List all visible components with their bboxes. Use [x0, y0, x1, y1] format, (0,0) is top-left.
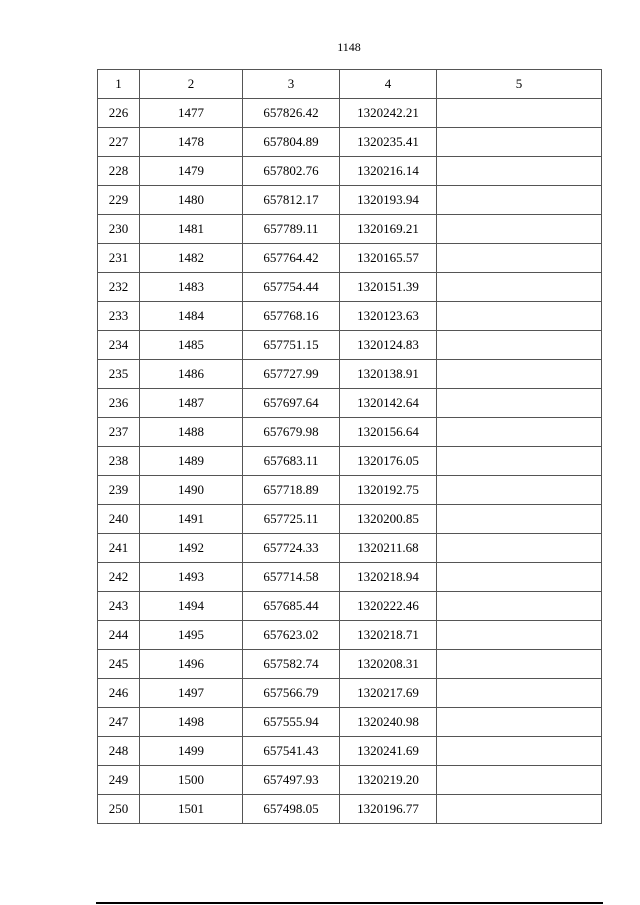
- column-header-5: 5: [437, 70, 602, 99]
- table-cell-col-3: 657555.94: [243, 708, 340, 737]
- table-cell-col-3: 657768.16: [243, 302, 340, 331]
- table-cell-col-1: 245: [98, 650, 140, 679]
- table-cell-col-4: 1320240.98: [340, 708, 437, 737]
- table-cell-col-4: 1320217.69: [340, 679, 437, 708]
- table-cell-col-3: 657718.89: [243, 476, 340, 505]
- table-cell-col-3: 657826.42: [243, 99, 340, 128]
- table-cell-col-2: 1500: [140, 766, 243, 795]
- table-row: [98, 447, 602, 476]
- table-cell-col-1: 227: [98, 128, 140, 157]
- table-cell-col-1: 242: [98, 563, 140, 592]
- table-row: [98, 708, 602, 737]
- table-cell-col-1: 230: [98, 215, 140, 244]
- table-cell-col-1: 228: [98, 157, 140, 186]
- table-cell-col-2: 1499: [140, 737, 243, 766]
- table-cell-col-1: 244: [98, 621, 140, 650]
- table-cell-col-3: 657685.44: [243, 592, 340, 621]
- table-header: [98, 70, 602, 99]
- table-cell-col-4: 1320218.94: [340, 563, 437, 592]
- table-cell-col-5: [437, 534, 602, 563]
- table-cell-col-4: 1320200.85: [340, 505, 437, 534]
- table-cell-col-1: 235: [98, 360, 140, 389]
- table-cell-col-4: 1320222.46: [340, 592, 437, 621]
- table-cell-col-2: 1491: [140, 505, 243, 534]
- table-cell-col-4: 1320235.41: [340, 128, 437, 157]
- table-cell-col-2: 1479: [140, 157, 243, 186]
- table-cell-col-2: 1482: [140, 244, 243, 273]
- table-row: [98, 650, 602, 679]
- column-header-1: 1: [98, 70, 140, 99]
- table-cell-col-3: 657683.11: [243, 447, 340, 476]
- table-cell-col-4: 1320151.39: [340, 273, 437, 302]
- table-row: [98, 157, 602, 186]
- table-cell-col-4: 1320219.20: [340, 766, 437, 795]
- table-cell-col-1: 229: [98, 186, 140, 215]
- table-row: [98, 360, 602, 389]
- table-cell-col-1: 249: [98, 766, 140, 795]
- footer-rule: [96, 902, 603, 904]
- table-row: [98, 795, 602, 824]
- table-cell-col-5: [437, 708, 602, 737]
- table-cell-col-1: 232: [98, 273, 140, 302]
- table-cell-col-2: 1483: [140, 273, 243, 302]
- table-cell-col-1: 241: [98, 534, 140, 563]
- table-body: [98, 99, 602, 824]
- table-cell-col-2: 1486: [140, 360, 243, 389]
- table-cell-col-3: 657725.11: [243, 505, 340, 534]
- table-row: [98, 476, 602, 505]
- table-cell-col-5: [437, 157, 602, 186]
- table-cell-col-3: 657582.74: [243, 650, 340, 679]
- table-cell-col-5: [437, 360, 602, 389]
- table-cell-col-4: 1320138.91: [340, 360, 437, 389]
- table-cell-col-4: 1320211.68: [340, 534, 437, 563]
- table-cell-col-4: 1320176.05: [340, 447, 437, 476]
- table-row: [98, 389, 602, 418]
- table-cell-col-1: 231: [98, 244, 140, 273]
- table-cell-col-1: 237: [98, 418, 140, 447]
- column-header-3: 3: [243, 70, 340, 99]
- table-cell-col-2: 1496: [140, 650, 243, 679]
- coordinates-table: [97, 69, 602, 824]
- table-cell-col-2: 1501: [140, 795, 243, 824]
- table-cell-col-5: [437, 389, 602, 418]
- table-cell-col-3: 657679.98: [243, 418, 340, 447]
- table-cell-col-5: [437, 766, 602, 795]
- table-row: [98, 99, 602, 128]
- table-cell-col-1: 243: [98, 592, 140, 621]
- table-cell-col-1: 240: [98, 505, 140, 534]
- table-cell-col-3: 657566.79: [243, 679, 340, 708]
- table-row: [98, 128, 602, 157]
- table-cell-col-4: 1320241.69: [340, 737, 437, 766]
- table-cell-col-3: 657623.02: [243, 621, 340, 650]
- table-cell-col-3: 657751.15: [243, 331, 340, 360]
- table-cell-col-4: 1320242.21: [340, 99, 437, 128]
- table-cell-col-5: [437, 650, 602, 679]
- table-cell-col-1: 250: [98, 795, 140, 824]
- table-cell-col-2: 1487: [140, 389, 243, 418]
- table-cell-col-5: [437, 215, 602, 244]
- table-cell-col-2: 1489: [140, 447, 243, 476]
- table-row: [98, 592, 602, 621]
- table-cell-col-3: 657764.42: [243, 244, 340, 273]
- table-cell-col-4: 1320208.31: [340, 650, 437, 679]
- table-cell-col-5: [437, 273, 602, 302]
- header-row: [98, 70, 602, 99]
- table-cell-col-5: [437, 447, 602, 476]
- table-cell-col-1: 226: [98, 99, 140, 128]
- table-cell-col-3: 657724.33: [243, 534, 340, 563]
- table-cell-col-5: [437, 186, 602, 215]
- table-cell-col-1: 238: [98, 447, 140, 476]
- table-cell-col-5: [437, 244, 602, 273]
- table-cell-col-2: 1492: [140, 534, 243, 563]
- table-row: [98, 563, 602, 592]
- table-cell-col-5: [437, 795, 602, 824]
- table-cell-col-2: 1490: [140, 476, 243, 505]
- table-cell-col-4: 1320192.75: [340, 476, 437, 505]
- table-row: [98, 273, 602, 302]
- table-cell-col-2: 1488: [140, 418, 243, 447]
- table-cell-col-3: 657541.43: [243, 737, 340, 766]
- table-cell-col-4: 1320216.14: [340, 157, 437, 186]
- page-number: 1148: [337, 40, 361, 54]
- table-cell-col-3: 657714.58: [243, 563, 340, 592]
- table-cell-col-5: [437, 621, 602, 650]
- table-cell-col-1: 246: [98, 679, 140, 708]
- table-cell-col-3: 657727.99: [243, 360, 340, 389]
- table-row: [98, 186, 602, 215]
- table-row: [98, 621, 602, 650]
- table-cell-col-2: 1498: [140, 708, 243, 737]
- table-row: [98, 331, 602, 360]
- table-cell-col-5: [437, 331, 602, 360]
- table-cell-col-5: [437, 679, 602, 708]
- table-cell-col-3: 657802.76: [243, 157, 340, 186]
- table-cell-col-2: 1477: [140, 99, 243, 128]
- table-cell-col-5: [437, 128, 602, 157]
- table-cell-col-1: 248: [98, 737, 140, 766]
- table-row: [98, 302, 602, 331]
- table-cell-col-1: 247: [98, 708, 140, 737]
- table-cell-col-4: 1320218.71: [340, 621, 437, 650]
- table-cell-col-2: 1484: [140, 302, 243, 331]
- table-cell-col-5: [437, 418, 602, 447]
- table-cell-col-1: 234: [98, 331, 140, 360]
- table-row: [98, 505, 602, 534]
- table-cell-col-1: 236: [98, 389, 140, 418]
- table-cell-col-5: [437, 737, 602, 766]
- table-cell-col-4: 1320123.63: [340, 302, 437, 331]
- table-cell-col-4: 1320124.83: [340, 331, 437, 360]
- table-cell-col-4: 1320156.64: [340, 418, 437, 447]
- table-cell-col-2: 1481: [140, 215, 243, 244]
- table-cell-col-2: 1493: [140, 563, 243, 592]
- table-row: [98, 766, 602, 795]
- table-cell-col-5: [437, 563, 602, 592]
- table-cell-col-1: 233: [98, 302, 140, 331]
- table-cell-col-4: 1320196.77: [340, 795, 437, 824]
- table-cell-col-1: 239: [98, 476, 140, 505]
- table-cell-col-2: 1480: [140, 186, 243, 215]
- table-row: [98, 679, 602, 708]
- table-cell-col-2: 1478: [140, 128, 243, 157]
- table-cell-col-3: 657754.44: [243, 273, 340, 302]
- table-row: [98, 215, 602, 244]
- table-cell-col-3: 657789.11: [243, 215, 340, 244]
- table-cell-col-3: 657812.17: [243, 186, 340, 215]
- table-cell-col-4: 1320193.94: [340, 186, 437, 215]
- table-row: [98, 737, 602, 766]
- table-cell-col-5: [437, 476, 602, 505]
- table-cell-col-2: 1494: [140, 592, 243, 621]
- table-row: [98, 244, 602, 273]
- table-cell-col-2: 1485: [140, 331, 243, 360]
- table-cell-col-3: 657804.89: [243, 128, 340, 157]
- table-row: [98, 534, 602, 563]
- table-cell-col-4: 1320169.21: [340, 215, 437, 244]
- table-cell-col-2: 1495: [140, 621, 243, 650]
- table-cell-col-3: 657697.64: [243, 389, 340, 418]
- table-cell-col-3: 657497.93: [243, 766, 340, 795]
- table-cell-col-5: [437, 99, 602, 128]
- table-row: [98, 418, 602, 447]
- column-header-2: 2: [140, 70, 243, 99]
- table-cell-col-5: [437, 592, 602, 621]
- table-cell-col-5: [437, 302, 602, 331]
- column-header-4: 4: [340, 70, 437, 99]
- table-cell-col-3: 657498.05: [243, 795, 340, 824]
- table-cell-col-4: 1320142.64: [340, 389, 437, 418]
- table-cell-col-5: [437, 505, 602, 534]
- table-cell-col-4: 1320165.57: [340, 244, 437, 273]
- table-cell-col-2: 1497: [140, 679, 243, 708]
